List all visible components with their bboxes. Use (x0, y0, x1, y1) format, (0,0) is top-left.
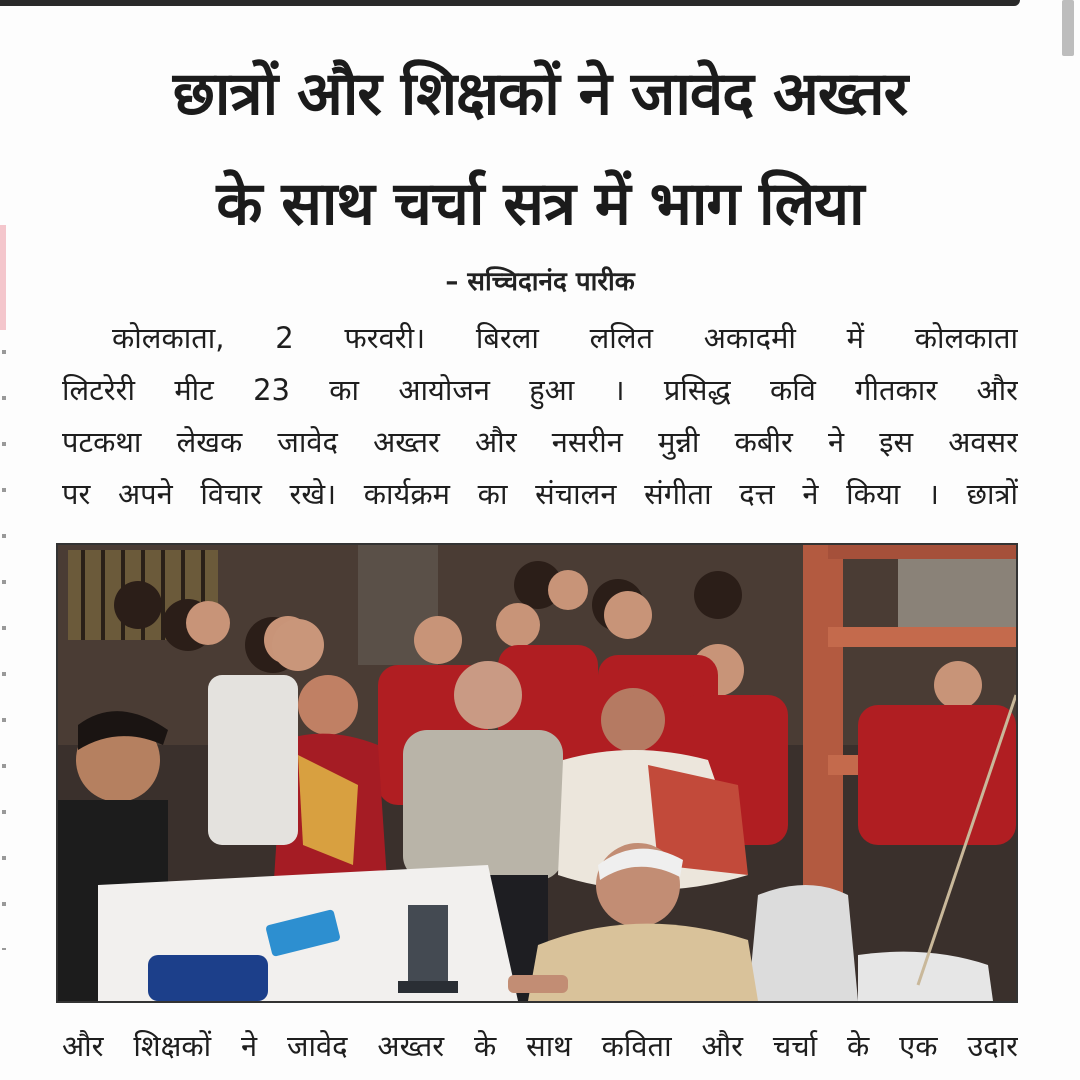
top-rule (0, 0, 1020, 6)
scrollbar-thumb[interactable] (1062, 0, 1074, 56)
body-line-1: कोलकाता, 2 फरवरी। बिरला ललित अकादमी में कोलकाता (112, 321, 1018, 355)
margin-ticks (2, 350, 6, 950)
body-line-4: पर अपने विचार रखे। कार्यक्रम का संचालन संगीता दत्त ने किया । छात्रों (62, 477, 1018, 511)
event-photo (56, 543, 1018, 1003)
body-line-5: और शिक्षकों ने जावेद अख्तर के साथ कविता और चर्चा के एक उदार (62, 1029, 1018, 1063)
author-byline: – सच्चिदानंद पारीक (445, 267, 635, 297)
headline-line-1: छात्रों और शिक्षकों ने जावेद अख्तर (172, 59, 908, 129)
body-line-3: पटकथा लेखक जावेद अख्तर और नसरीन मुन्नी कबीर ने इस अवसर (62, 425, 1018, 459)
event-photo-illustration (58, 545, 1016, 1001)
body-line-2: लिटरेरी मीट 23 का आयोजन हुआ । प्रसिद्ध कवि गीतकार और (62, 373, 1018, 407)
headline-line-2: के साथ चर्चा सत्र में भाग लिया (216, 169, 864, 239)
